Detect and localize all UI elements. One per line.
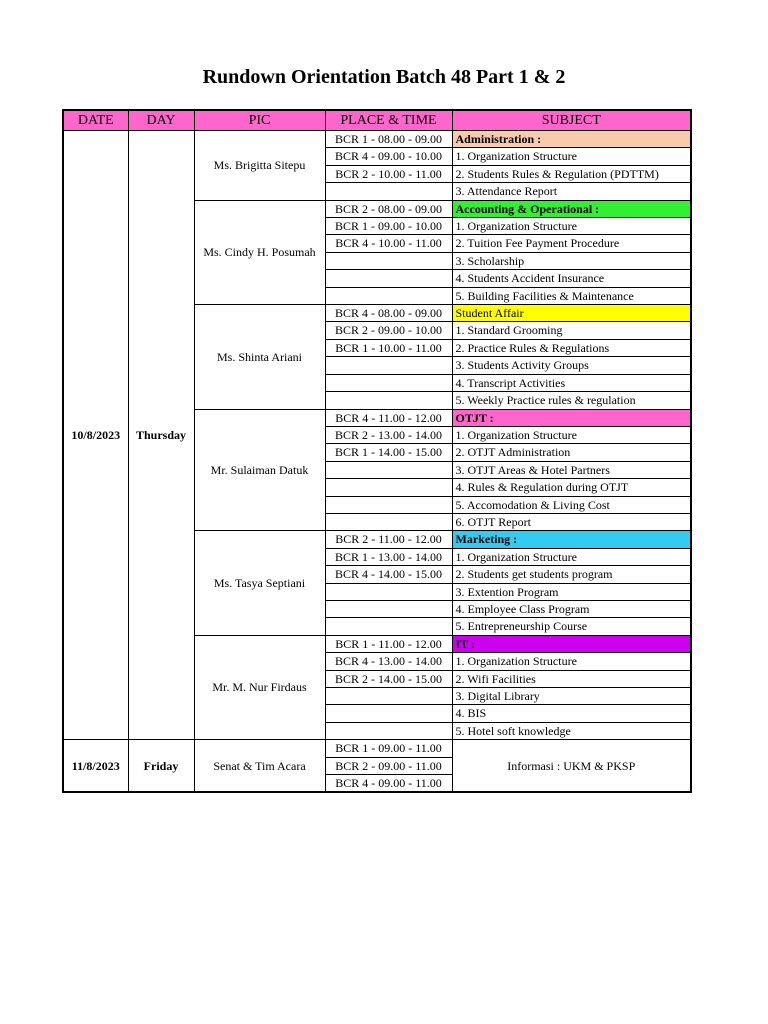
pic-cell: Senat & Tim Acara [194, 740, 325, 793]
subject-cell: 2. Tuition Fee Payment Procedure [452, 235, 691, 252]
subject-cell: 3. Students Activity Groups [452, 357, 691, 374]
header-subject: SUBJECT [452, 110, 691, 131]
place-time-cell: BCR 1 - 13.00 - 14.00 [325, 548, 452, 565]
place-time-cell: BCR 4 - 10.00 - 11.00 [325, 235, 452, 252]
day-cell: Thursday [128, 131, 194, 740]
place-time-cell: BCR 1 - 09.00 - 10.00 [325, 218, 452, 235]
place-time-cell: BCR 1 - 09.00 - 11.00 [325, 740, 452, 757]
table-row [63, 740, 691, 757]
table-row [63, 131, 691, 148]
subject-cell: 5. Accomodation & Living Cost [452, 496, 691, 513]
place-time-cell [325, 357, 452, 374]
subject-cell: 3. Attendance Report [452, 183, 691, 200]
header-date: DATE [63, 110, 128, 131]
place-time-cell: BCR 4 - 08.00 - 09.00 [325, 305, 452, 322]
schedule-body [63, 131, 691, 793]
place-time-cell: BCR 1 - 10.00 - 11.00 [325, 339, 452, 356]
subject-cell: 5. Entrepreneurship Course [452, 618, 691, 635]
place-time-cell [325, 374, 452, 391]
subject-cell: 4. Rules & Regulation during OTJT [452, 479, 691, 496]
schedule-table [62, 109, 692, 793]
place-time-cell: BCR 2 - 14.00 - 15.00 [325, 670, 452, 687]
place-time-cell [325, 252, 452, 269]
place-time-cell: BCR 1 - 08.00 - 09.00 [325, 131, 452, 148]
subject-cell: 4. Students Accident Insurance [452, 270, 691, 287]
place-time-cell [325, 600, 452, 617]
pic-cell: Mr. Sulaiman Datuk [194, 409, 325, 531]
subject-cell: 2. Practice Rules & Regulations [452, 339, 691, 356]
subject-cell: 1. Organization Structure [452, 426, 691, 443]
place-time-cell [325, 496, 452, 513]
place-time-cell [325, 461, 452, 478]
place-time-cell: BCR 4 - 09.00 - 10.00 [325, 148, 452, 165]
subject-cell: 2. Wifi Facilities [452, 670, 691, 687]
subject-category-cell: IT : [452, 635, 691, 652]
place-time-cell [325, 270, 452, 287]
subject-cell: 1. Organization Structure [452, 218, 691, 235]
subject-cell: Informasi : UKM & PKSP [452, 740, 691, 793]
pic-cell: Ms. Shinta Ariani [194, 305, 325, 409]
subject-cell: 3. Scholarship [452, 252, 691, 269]
subject-cell: 1. Organization Structure [452, 653, 691, 670]
place-time-cell: BCR 2 - 13.00 - 14.00 [325, 426, 452, 443]
pic-cell: Ms. Tasya Septiani [194, 531, 325, 635]
subject-cell: 3. Extention Program [452, 583, 691, 600]
place-time-cell [325, 513, 452, 530]
subject-cell: 2. OTJT Administration [452, 444, 691, 461]
place-time-cell: BCR 4 - 09.00 - 11.00 [325, 775, 452, 793]
subject-cell: 4. BIS [452, 705, 691, 722]
place-time-cell [325, 583, 452, 600]
place-time-cell [325, 688, 452, 705]
subject-category-cell: OTJT : [452, 409, 691, 426]
pic-cell: Mr. M. Nur Firdaus [194, 635, 325, 739]
place-time-cell: BCR 1 - 11.00 - 12.00 [325, 635, 452, 652]
place-time-cell: BCR 2 - 11.00 - 12.00 [325, 531, 452, 548]
subject-category-cell: Accounting & Operational : [452, 200, 691, 217]
subject-category-cell: Marketing : [452, 531, 691, 548]
subject-cell: 5. Building Facilities & Maintenance [452, 287, 691, 304]
subject-cell: 1. Organization Structure [452, 548, 691, 565]
page-title: Rundown Orientation Batch 48 Part 1 & 2 [202, 66, 566, 88]
place-time-cell: BCR 2 - 10.00 - 11.00 [325, 165, 452, 182]
subject-cell: 3. OTJT Areas & Hotel Partners [452, 461, 691, 478]
header-row [63, 110, 691, 131]
date-cell: 10/8/2023 [63, 131, 128, 740]
place-time-cell [325, 183, 452, 200]
place-time-cell [325, 392, 452, 409]
place-time-cell [325, 705, 452, 722]
place-time-cell: BCR 2 - 08.00 - 09.00 [325, 200, 452, 217]
header-place-time: PLACE & TIME [325, 110, 452, 131]
place-time-cell [325, 722, 452, 739]
subject-cell: 2. Students Rules & Regulation (PDTTM) [452, 165, 691, 182]
place-time-cell: BCR 1 - 14.00 - 15.00 [325, 444, 452, 461]
pic-cell: Ms. Cindy H. Posumah [194, 200, 325, 304]
subject-category-cell: Administration : [452, 131, 691, 148]
subject-category-cell: Student Affair [452, 305, 691, 322]
pic-cell: Ms. Brigitta Sitepu [194, 131, 325, 201]
header-day: DAY [128, 110, 194, 131]
subject-cell: 3. Digital Library [452, 688, 691, 705]
subject-cell: 5. Hotel soft knowledge [452, 722, 691, 739]
place-time-cell: BCR 2 - 09.00 - 10.00 [325, 322, 452, 339]
subject-cell: 2. Students get students program [452, 566, 691, 583]
subject-cell: 5. Weekly Practice rules & regulation [452, 392, 691, 409]
subject-cell: 1. Organization Structure [452, 148, 691, 165]
place-time-cell: BCR 2 - 09.00 - 11.00 [325, 757, 452, 774]
place-time-cell [325, 479, 452, 496]
subject-cell: 1. Standard Grooming [452, 322, 691, 339]
place-time-cell [325, 287, 452, 304]
place-time-cell [325, 618, 452, 635]
day-cell: Friday [128, 740, 194, 793]
place-time-cell: BCR 4 - 11.00 - 12.00 [325, 409, 452, 426]
place-time-cell: BCR 4 - 14.00 - 15.00 [325, 566, 452, 583]
subject-cell: 4. Transcript Activities [452, 374, 691, 391]
subject-cell: 6. OTJT Report [452, 513, 691, 530]
date-cell: 11/8/2023 [63, 740, 128, 793]
header-pic: PIC [194, 110, 325, 131]
subject-cell: 4. Employee Class Program [452, 600, 691, 617]
place-time-cell: BCR 4 - 13.00 - 14.00 [325, 653, 452, 670]
